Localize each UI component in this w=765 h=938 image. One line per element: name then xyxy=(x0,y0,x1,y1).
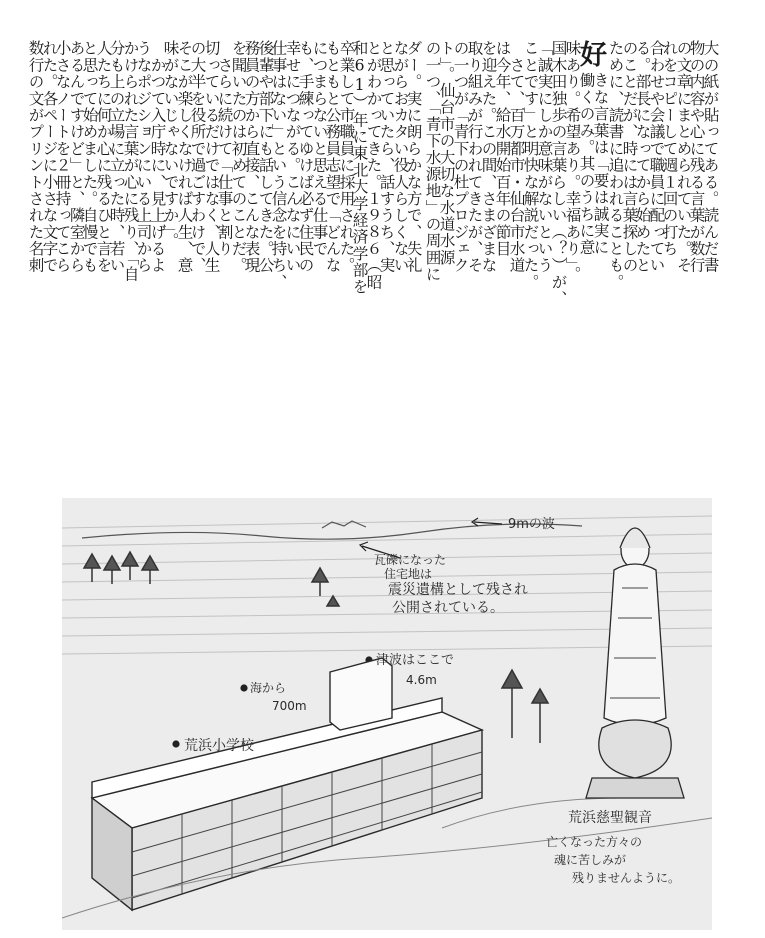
label-tsunami-2: 4.6m xyxy=(406,673,437,687)
text-column: を迎えた。この間、さまざまな xyxy=(479,40,498,274)
text-column: の大半を役所で過ごすわけで、 xyxy=(188,40,207,274)
label-school: 荒浜小学校 xyxy=(184,738,254,754)
dropcap: 好 xyxy=(575,40,606,69)
text-column: も、手練ってゆけば必ず住民の xyxy=(296,40,315,274)
text-column: を聞いたのは初めてのことだ。 xyxy=(229,40,248,274)
label-ruins-4: 公開されている。 xyxy=(392,600,504,616)
label-prayer-3: 残りませんように。 xyxy=(572,871,681,885)
label-kannon: 荒浜慈聖観音 xyxy=(568,810,652,826)
text-column: 物の内容や心に残る言葉が数行 xyxy=(687,40,706,274)
text-column: と思っていたら、話すうち、実 xyxy=(377,40,396,274)
text-column: さらに続けて「仕事と割り xyxy=(215,40,234,257)
text-column: ために、読書に追われることも。 xyxy=(606,40,625,291)
text-column: もともと公務員志望で「どんな xyxy=(323,40,342,274)
text-column: 大の紙が貼ってある。読んだ書 xyxy=(701,40,720,274)
text-column: る。部長になってから始めたと xyxy=(633,40,652,274)
text-column: 働くのみ。其のうちに意 xyxy=(577,72,596,256)
text-column: 合わせや会議で職員に配ってい xyxy=(647,40,666,274)
text-column: 小さなノートを２冊持ってこら xyxy=(53,40,72,274)
text-column: のことだが、時には言葉探しの xyxy=(620,40,639,274)
text-column: 切っているだけではなく、人生 xyxy=(202,40,221,274)
label-ruins-3: 震災遺構として残され xyxy=(388,582,528,598)
text-column: 仕事はない」という信念を持ち、 xyxy=(269,40,288,291)
text-column: きな言葉は「要は誠実に xyxy=(591,72,610,256)
text-column: につまらないと思える仕事で xyxy=(310,40,329,257)
text-column: 味あり。希望あり。幸福あり」。 xyxy=(563,40,582,283)
text-column: 務員の方から直接、こんな表現 xyxy=(242,40,261,274)
text-column: と思って始めました。自慢でも xyxy=(80,40,99,274)
text-column: とがわかってきた。１９８６（昭 xyxy=(364,40,383,291)
text-column: 取り組みが行われてきたが、そ xyxy=(465,40,484,274)
text-column: れた。各ページに小さな文字で xyxy=(40,40,59,274)
text-column: 後輩や部下にも話してきた。公 xyxy=(256,40,275,274)
text-column: ことです」と明快な解説だった。 xyxy=(521,40,540,291)
text-column: の一つが「青下の杜プロジェク xyxy=(451,40,470,274)
sketch-illustration xyxy=(62,498,712,930)
text-column: ト」。仙台市の大切な水道水源 xyxy=(437,40,456,266)
text-column: ながらおカタい役人らしくない xyxy=(391,40,410,274)
text-column: 「誠実にしか意味がないという xyxy=(535,40,554,274)
label-ruins-1: 瓦礫になった xyxy=(374,553,447,567)
label-sea-1: 海から xyxy=(250,681,287,695)
text-column: の文章にまとめられていた。そ xyxy=(674,40,693,274)
text-column: は今年、給水開始百年の節目 xyxy=(493,40,512,257)
label-wave: 9mの波 xyxy=(508,517,555,532)
text-column: 幸せにつながる。こんなにいい xyxy=(283,40,302,274)
text-column: さて、百万都市・仙台市水道 xyxy=(507,40,526,274)
text-column: れをコピーして週１回の打ち xyxy=(660,40,679,257)
text-column: そこが楽しくなければ人生、意 xyxy=(175,40,194,274)
label-sea-2: 700m xyxy=(272,699,307,713)
text-column: 国木田独歩の言葉らしい（？）が、 xyxy=(549,40,568,308)
label-tsunami-1: 津波はここで xyxy=(376,653,455,668)
text-column: かつて入庁時に、見上げるよ xyxy=(148,40,167,274)
text-column: 和61）年に東北大学経済学部を xyxy=(350,40,369,296)
label-prayer-1: 亡くなった方々の xyxy=(546,835,643,849)
label-ruins-2: 住宅地は xyxy=(384,567,433,581)
label-prayer-2: 魂に苦しみが xyxy=(554,853,627,867)
text-column: 味がないじゃないですか」。 xyxy=(161,40,180,250)
text-column: 分も上の立場に立った時、若い xyxy=(107,40,126,274)
text-column: うなポジションにいる上司から xyxy=(134,40,153,274)
text-column: あるんですけど」と、隣室から xyxy=(67,40,86,274)
text-column: 卒業して市職員に採用された。 xyxy=(337,40,356,274)
text-column: 人たちに何か心に残るひと言を xyxy=(94,40,113,274)
text-column: 数行の文がプリントされた名刺 xyxy=(26,40,45,274)
text-column: かけられた言葉が心に残り、「自 xyxy=(121,40,140,283)
text-column: の一つ、「青下水源地」の周囲に xyxy=(423,40,442,283)
text-column: ダー。実に朗らかな方で、失礼 xyxy=(404,40,423,274)
